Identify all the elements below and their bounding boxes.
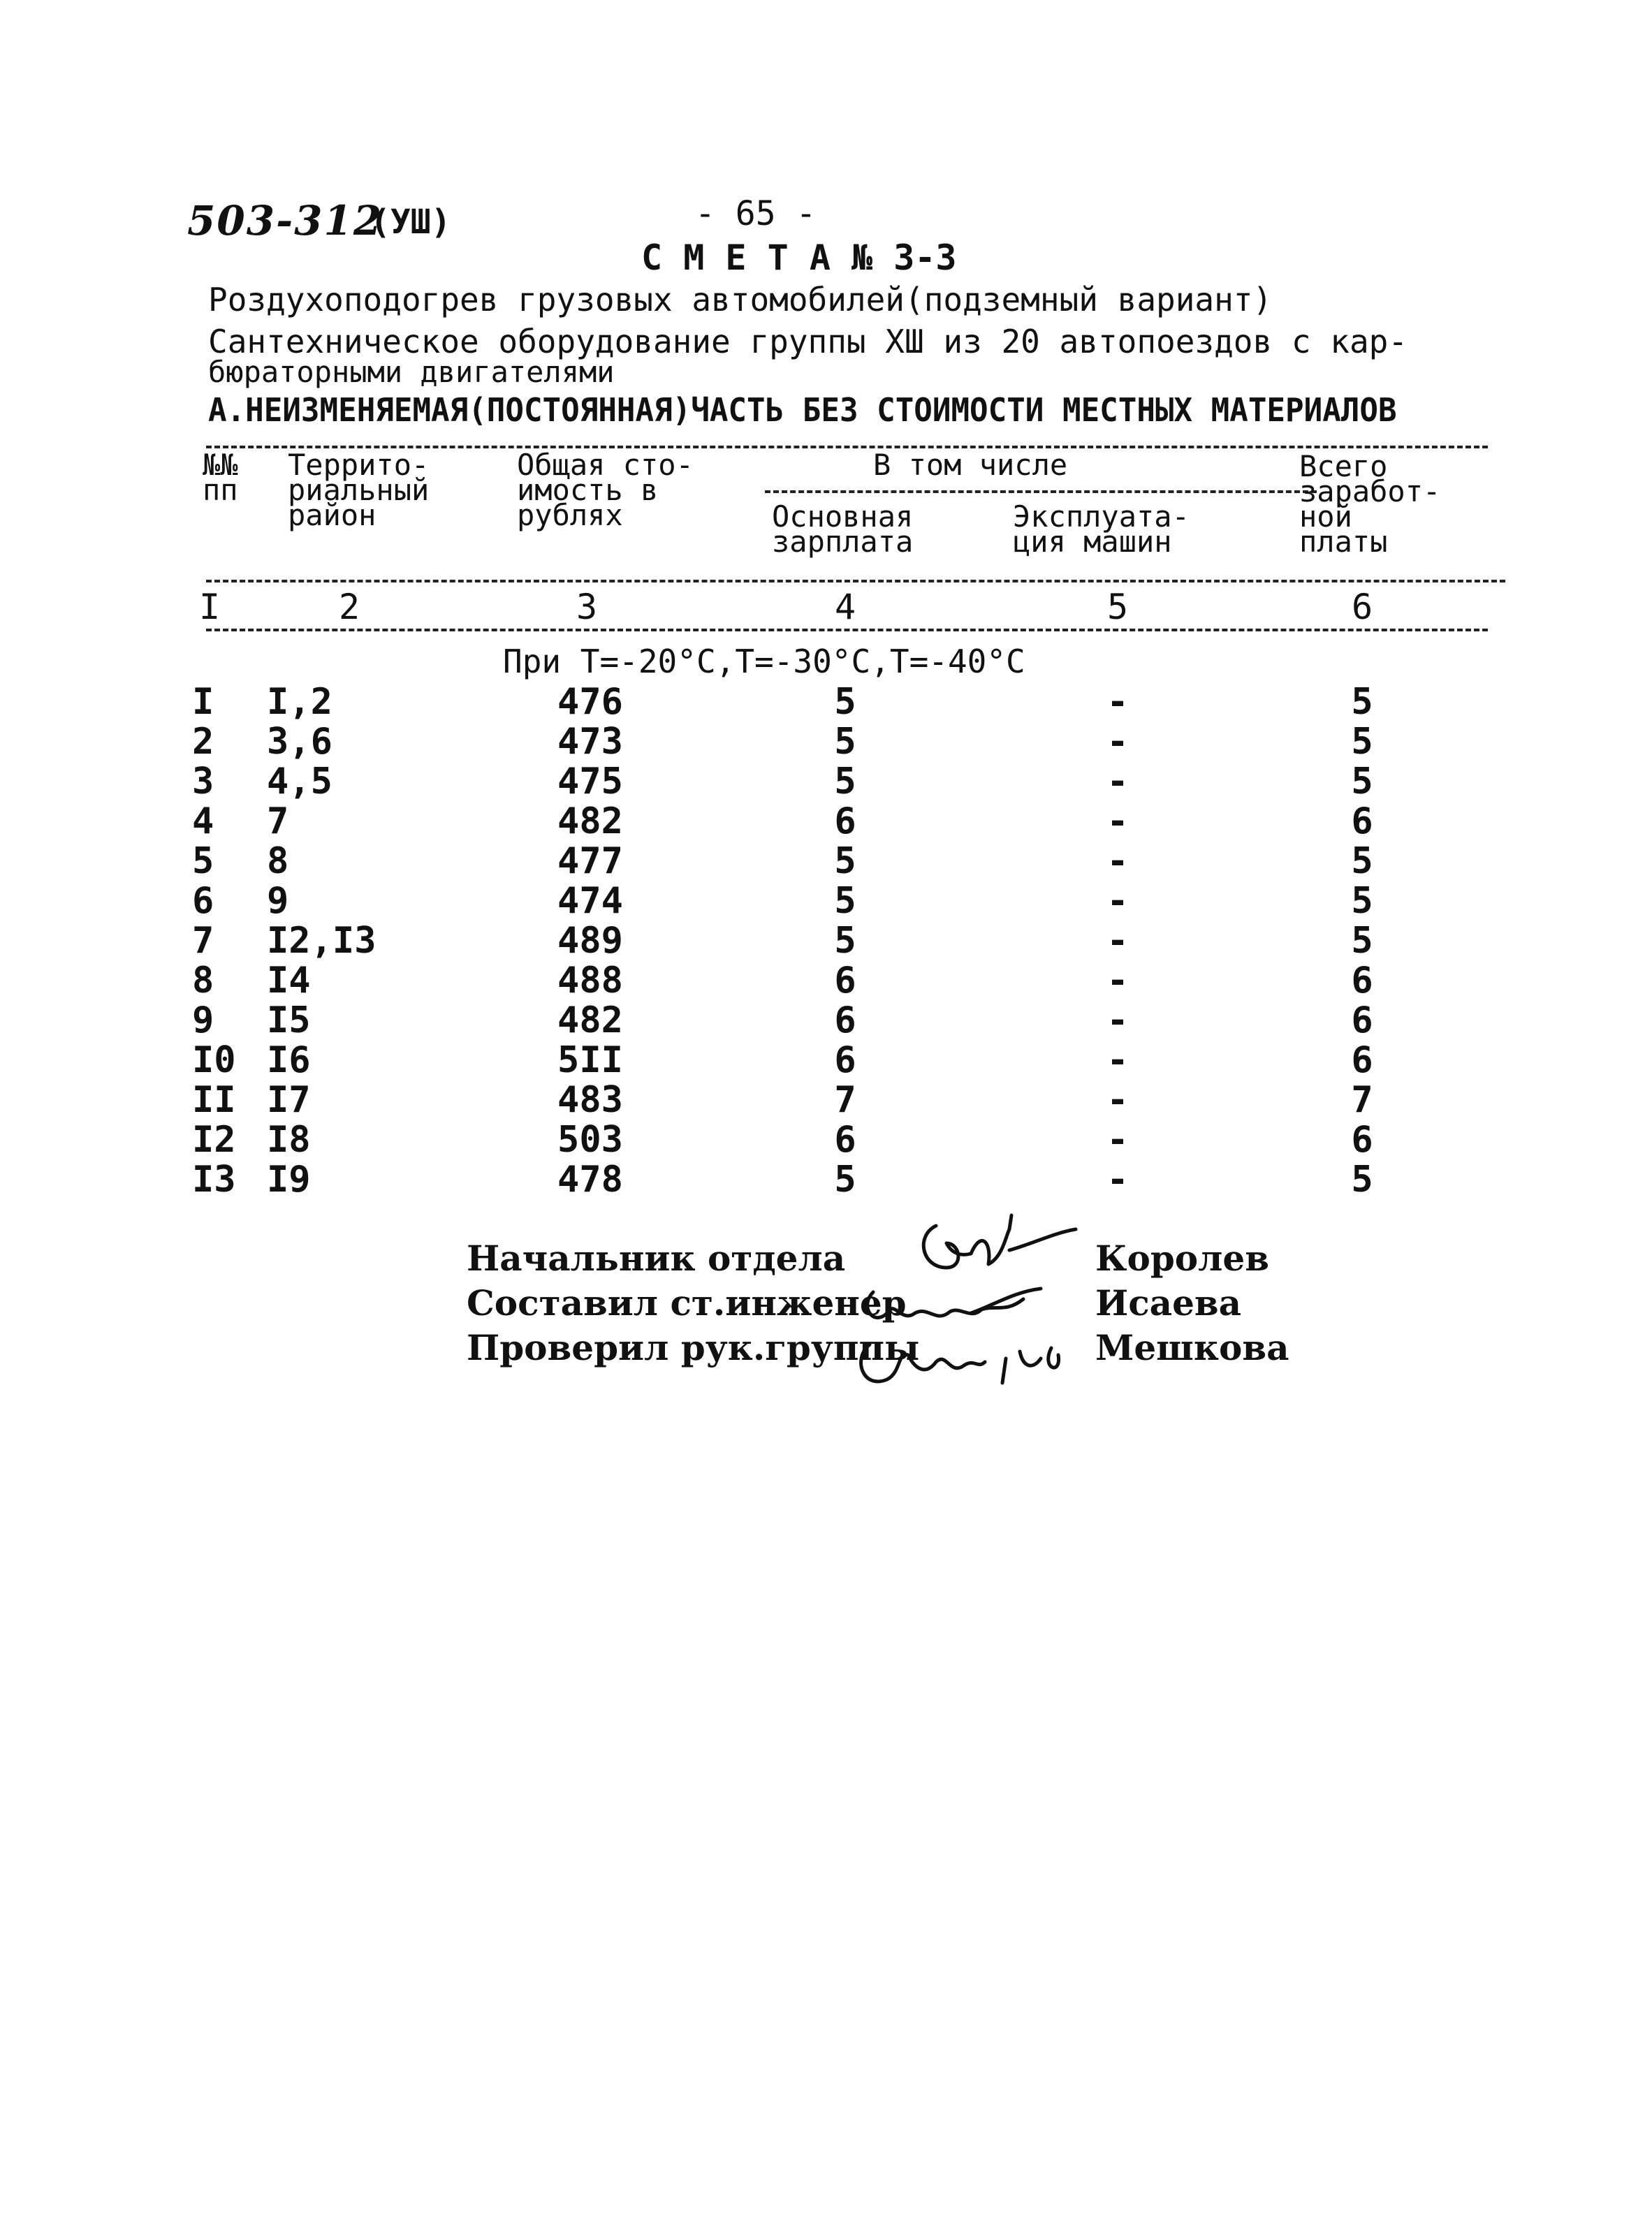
- row-region: 7: [267, 800, 289, 842]
- row-base-wage: 6: [834, 1039, 856, 1081]
- header-bottom-rule: [206, 580, 1505, 582]
- column-number-5: 5: [1107, 587, 1129, 627]
- row-region: I4: [267, 960, 311, 1002]
- row-machine-operation: -: [1106, 999, 1129, 1041]
- column-header-total-wages: Всего заработ- ной платы: [1299, 449, 1441, 559]
- row-base-wage: 5: [834, 681, 856, 723]
- row-base-wage: 6: [834, 960, 856, 1002]
- table-row: [0, 681, 1652, 721]
- row-machine-operation: -: [1106, 761, 1129, 802]
- table-row: [0, 960, 1652, 1000]
- row-region: I6: [267, 1039, 311, 1081]
- row-total-cost: 476: [557, 681, 623, 723]
- column-group-header: В том числе: [873, 448, 1068, 482]
- row-region: I,2: [267, 681, 332, 723]
- row-total-wages: 5: [1351, 1159, 1373, 1201]
- column-header-total-cost: Общая сто- имость в рублях: [517, 448, 694, 532]
- table-row: [0, 800, 1652, 841]
- column-header-region: Террито- риальный район: [288, 448, 430, 532]
- row-base-wage: 7: [834, 1079, 856, 1121]
- row-total-cost: 503: [557, 1119, 623, 1161]
- row-total-wages: 6: [1351, 999, 1373, 1041]
- column-header-base-wage: Основная зарплата: [772, 499, 914, 559]
- document-volume: (УШ): [370, 203, 451, 242]
- table-row: [0, 1119, 1652, 1159]
- row-total-cost: 474: [557, 880, 623, 922]
- table-row: [0, 1079, 1652, 1120]
- row-total-wages: 6: [1351, 1039, 1373, 1081]
- row-machine-operation: -: [1106, 721, 1129, 763]
- row-total-wages: 7: [1351, 1079, 1373, 1121]
- column-number-3: 3: [576, 587, 598, 627]
- column-number-4: 4: [835, 587, 856, 627]
- row-total-cost: 475: [557, 761, 623, 802]
- row-number: 8: [192, 960, 214, 1002]
- row-region: I2,I3: [267, 920, 377, 962]
- row-number: 4: [192, 800, 214, 842]
- group-rule: [765, 490, 1317, 493]
- row-base-wage: 6: [834, 1119, 856, 1161]
- row-machine-operation: -: [1106, 1159, 1129, 1201]
- table-row: [0, 1159, 1652, 1199]
- row-region: 8: [267, 840, 289, 882]
- row-base-wage: 5: [834, 920, 856, 962]
- row-total-wages: 5: [1351, 761, 1373, 802]
- column-header-number: №№ пп: [203, 448, 238, 507]
- row-total-wages: 6: [1351, 800, 1373, 842]
- signature-scribble-3: [861, 1344, 1059, 1383]
- row-number: 9: [192, 999, 214, 1041]
- row-machine-operation: -: [1106, 1119, 1129, 1161]
- row-base-wage: 5: [834, 721, 856, 763]
- row-number: 2: [192, 721, 214, 763]
- row-region: 3,6: [267, 721, 332, 763]
- signature-role-compiler: Составил ст.инженер: [467, 1282, 907, 1324]
- row-number: II: [192, 1079, 236, 1121]
- document-code: 503-312: [187, 197, 383, 244]
- row-machine-operation: -: [1106, 840, 1129, 882]
- row-machine-operation: -: [1106, 1039, 1129, 1081]
- row-region: I8: [267, 1119, 311, 1161]
- column-number-1: I: [199, 587, 221, 627]
- row-number: I2: [192, 1119, 236, 1161]
- row-total-wages: 5: [1351, 681, 1373, 723]
- estimate-subject: Роздухоподогрев грузовых автомобилей(подземный вариант): [208, 281, 1273, 318]
- table-row: [0, 840, 1652, 881]
- page-number: - 65 -: [695, 194, 817, 233]
- row-total-cost: 488: [557, 960, 623, 1002]
- row-total-wages: 5: [1351, 721, 1373, 763]
- signature-name-checker: Мешкова: [1095, 1327, 1289, 1368]
- numbers-bottom-rule: [206, 629, 1488, 631]
- row-number: 7: [192, 920, 214, 962]
- row-total-cost: 478: [557, 1159, 623, 1201]
- section-heading: А.НЕИЗМЕНЯЕМАЯ(ПОСТОЯННАЯ)ЧАСТЬ БЕЗ СТОИМОСТИ МЕСТНЫХ МАТЕРИАЛОВ: [208, 391, 1397, 429]
- row-base-wage: 6: [834, 999, 856, 1041]
- row-region: I5: [267, 999, 311, 1041]
- row-number: 5: [192, 840, 214, 882]
- column-header-machine-operation: Эксплуата- ция машин: [1013, 499, 1190, 559]
- row-number: 3: [192, 761, 214, 802]
- row-base-wage: 5: [834, 880, 856, 922]
- table-row: [0, 761, 1652, 801]
- row-region: I7: [267, 1079, 311, 1121]
- table-row: [0, 721, 1652, 761]
- estimate-title: С М Е Т А № 3-3: [641, 237, 957, 278]
- row-total-cost: 482: [557, 800, 623, 842]
- row-number: I3: [192, 1159, 236, 1201]
- row-machine-operation: -: [1106, 960, 1129, 1002]
- row-machine-operation: -: [1106, 1079, 1129, 1121]
- row-base-wage: 5: [834, 840, 856, 882]
- row-machine-operation: -: [1106, 681, 1129, 723]
- row-number: I0: [192, 1039, 236, 1081]
- row-machine-operation: -: [1106, 800, 1129, 842]
- row-region: I9: [267, 1159, 311, 1201]
- signature-scribble-2: [868, 1289, 1041, 1318]
- row-total-cost: 473: [557, 721, 623, 763]
- row-region: 9: [267, 880, 289, 922]
- table-row: [0, 880, 1652, 921]
- signature-name-head: Королев: [1095, 1238, 1269, 1279]
- row-total-wages: 5: [1351, 840, 1373, 882]
- handwritten-signatures: [831, 1201, 1111, 1411]
- row-region: 4,5: [267, 761, 332, 802]
- row-total-cost: 5II: [557, 1039, 623, 1081]
- row-machine-operation: -: [1106, 880, 1129, 922]
- signature-scribble-1: [923, 1215, 1076, 1268]
- temperature-condition: При Т=-20°С,Т=-30°С,Т=-40°С: [503, 643, 1025, 680]
- signature-name-compiler: Исаева: [1095, 1282, 1242, 1324]
- row-total-wages: 5: [1351, 920, 1373, 962]
- row-total-cost: 483: [557, 1079, 623, 1121]
- row-base-wage: 5: [834, 761, 856, 802]
- row-total-wages: 6: [1351, 960, 1373, 1002]
- row-total-cost: 477: [557, 840, 623, 882]
- row-base-wage: 6: [834, 800, 856, 842]
- signature-role-head: Начальник отдела: [467, 1238, 846, 1279]
- row-machine-operation: -: [1106, 920, 1129, 962]
- table-row: [0, 999, 1652, 1040]
- row-base-wage: 5: [834, 1159, 856, 1201]
- column-number-2: 2: [339, 587, 360, 627]
- table-row: [0, 920, 1652, 960]
- equipment-line-1: Сантехническое оборудование группы XШ из 20 автопоездов с кар-: [208, 323, 1408, 360]
- row-number: I: [192, 681, 214, 723]
- equipment-line-2: бюраторными двигателями: [208, 355, 615, 389]
- row-total-wages: 5: [1351, 880, 1373, 922]
- column-number-6: 6: [1352, 587, 1373, 627]
- table-row: [0, 1039, 1652, 1080]
- signature-role-checker: Проверил рук.группы: [467, 1327, 920, 1368]
- row-number: 6: [192, 880, 214, 922]
- row-total-wages: 6: [1351, 1119, 1373, 1161]
- row-total-cost: 489: [557, 920, 623, 962]
- row-total-cost: 482: [557, 999, 623, 1041]
